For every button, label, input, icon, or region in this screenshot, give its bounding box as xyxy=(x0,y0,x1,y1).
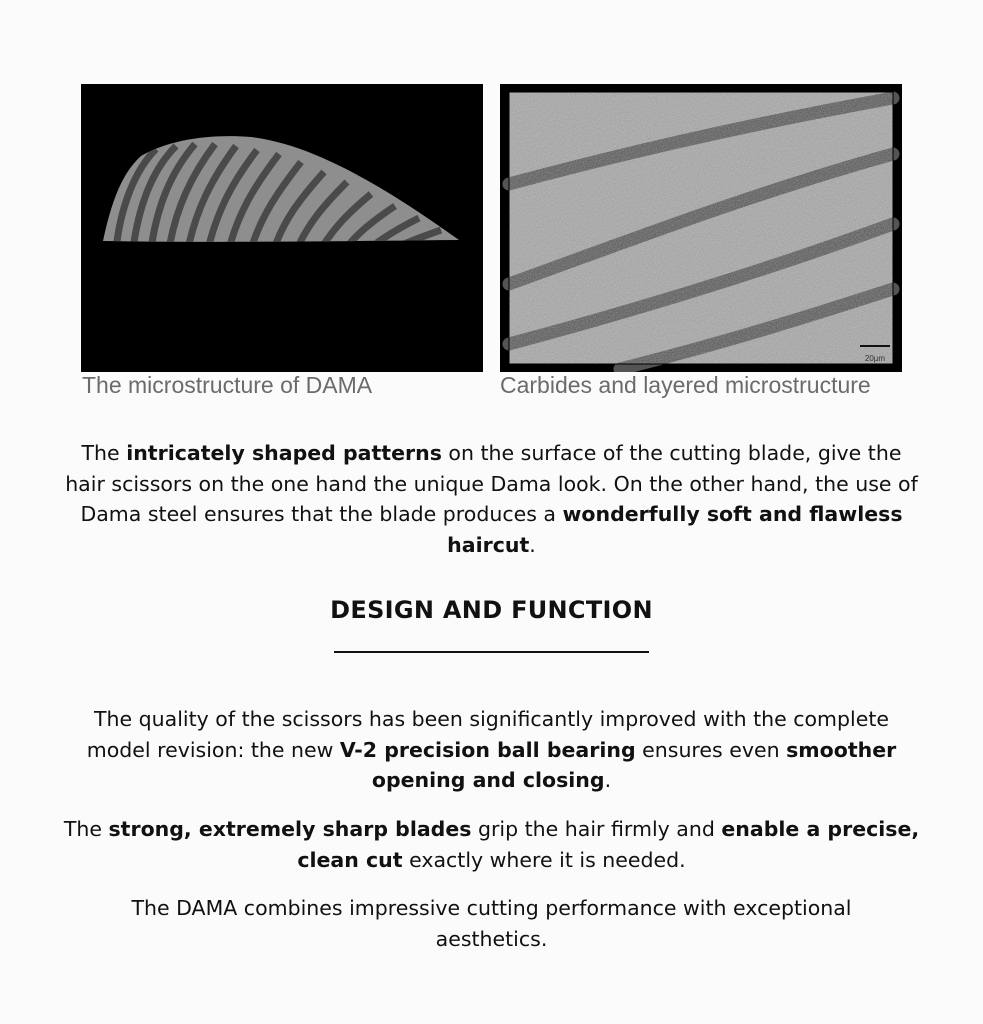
dama-microstructure-image xyxy=(81,84,483,372)
layered-microstructure-graphic xyxy=(500,84,902,372)
bold-text: enable a precise, clean cut xyxy=(297,817,920,872)
carbide-microstructure-image xyxy=(500,84,902,372)
intro-paragraph: The intricately shaped patterns on the surface of the cutting blade, give the hair scissors on the one hand the unique Dama look. On the other hand, the use of Dama steel ensures that the blade produces a wonderfully soft and flawless haircut. xyxy=(65,441,918,557)
right-figure-caption: Carbides and layered microstructure xyxy=(500,372,871,398)
scale-bar-label: 20µm xyxy=(864,354,886,363)
section-heading: DESIGN AND FUNCTION xyxy=(330,596,653,624)
left-figure-caption: The microstructure of DAMA xyxy=(82,372,373,398)
heading-underline xyxy=(334,651,649,653)
bold-text: V-2 precision ball bearing xyxy=(339,737,636,762)
bold-text: strong, extremely sharp blades xyxy=(108,817,472,841)
bold-text: smoother opening and closing xyxy=(371,737,897,792)
bold-text: intricately shaped patterns xyxy=(126,441,442,465)
aesthetics-paragraph: The DAMA combines impressive cutting performance with exceptional aesthetics. xyxy=(131,896,852,951)
bearing-paragraph: The quality of the scissors has been significantly improved with the complete model revision: the new V-2 precision ball bearing ensures even smoother opening and closing. xyxy=(86,707,897,792)
bold-text: wonderfully soft and flawless haircut xyxy=(447,502,903,557)
blades-paragraph: The strong, extremely sharp blades grip the hair firmly and enable a precise, clean cut exactly where it is needed. xyxy=(63,817,920,872)
blade-cross-section-graphic xyxy=(81,84,483,372)
